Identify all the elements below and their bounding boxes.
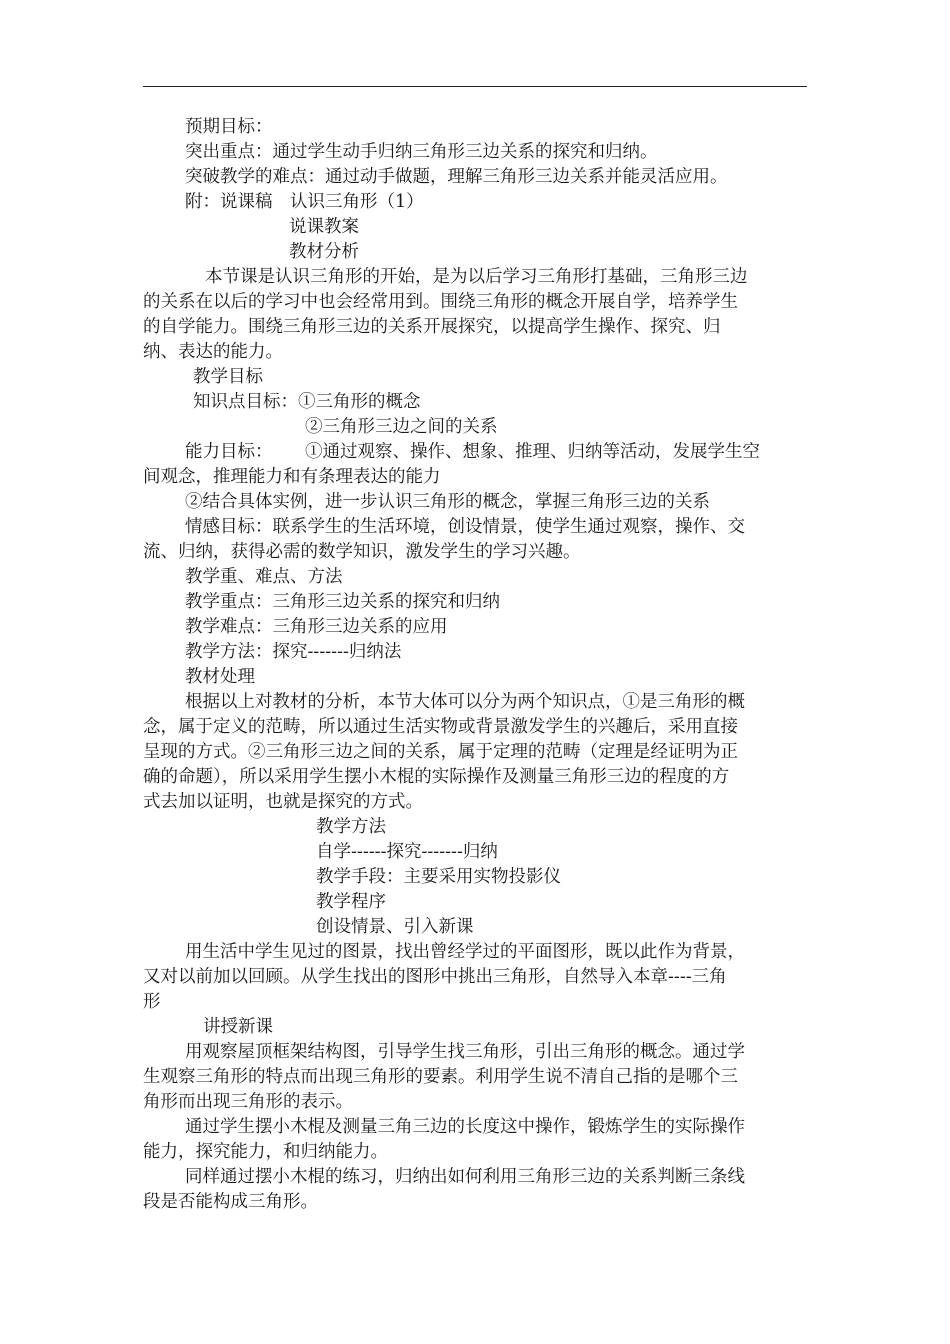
text-line: 教材分析	[289, 242, 359, 262]
text-line: 呈现的方式。②三角形三边之间的关系，属于定理的范畴（定理是经证明为正	[143, 742, 738, 762]
text-line: 说课教案	[289, 217, 359, 237]
text-line: 自学------探究-------归纳	[316, 842, 498, 862]
text-line: 教学方法	[316, 817, 386, 837]
text-line: 教学难点：三角形三边关系的应用	[185, 617, 448, 637]
text-line: 同样通过摆小木棍的练习，归纳出如何利用三角形三边的关系判断三条线	[185, 1167, 745, 1187]
text-line: 根据以上对教材的分析，本节大体可以分为两个知识点，①是三角形的概	[185, 692, 745, 712]
text-line: 创设情景、引入新课	[316, 917, 474, 937]
text-line: 角形而出现三角形的表示。	[143, 1092, 353, 1112]
text-line: 通过学生摆小木棍及测量三角三边的长度这中操作，锻炼学生的实际操作	[185, 1117, 745, 1137]
text-line: ②三角形三边之间的关系	[305, 417, 498, 437]
text-line: 情感目标：联系学生的生活环境，创设情景，使学生通过观察，操作、交	[185, 517, 745, 537]
text-line: 念，属于定义的范畴，所以通过生活实物或背景激发学生的兴趣后，采用直接	[143, 717, 738, 737]
text-line: 式去加以证明，也就是探究的方式。	[143, 792, 423, 812]
text-line: 纳、表达的能力。	[143, 342, 283, 362]
text-line: 教材处理	[185, 667, 255, 687]
header-rule	[143, 86, 807, 87]
text-line: 预期目标：	[185, 117, 273, 137]
text-line: 讲授新课	[203, 1017, 273, 1037]
text-line: 教学手段：主要采用实物投影仪	[316, 867, 561, 887]
text-line: 又对以前加以回顾。从学生找出的图形中挑出三角形，自然导入本章----三角	[143, 967, 727, 987]
text-line: 用生活中学生见过的图景，找出曾经学过的平面图形，既以此作为背景，	[185, 942, 745, 962]
text-line: 知识点目标：①三角形的概念	[193, 392, 421, 412]
text-line: 教学程序	[316, 892, 386, 912]
text-line: 段是否能构成三角形。	[143, 1192, 318, 1212]
text-line: 附：说课稿 认识三角形（1）	[185, 192, 424, 212]
text-line: ①通过观察、操作、想象、推理、归纳等活动，发展学生空	[305, 442, 760, 462]
text-line: 本节课是认识三角形的开始，是为以后学习三角形打基础，三角形三边	[205, 267, 748, 287]
text-line: 突破教学的难点：通过动手做题，理解三角形三边关系并能灵活应用。	[185, 167, 728, 187]
text-line: 突出重点：通过学生动手归纳三角形三边关系的探究和归纳。	[185, 142, 658, 162]
text-line: 能力目标：	[185, 442, 273, 462]
text-line: 教学重、难点、方法	[185, 567, 343, 587]
text-line: 教学方法：探究-------归纳法	[185, 642, 402, 662]
text-line: 间观念，推理能力和有条理表达的能力	[143, 467, 441, 487]
text-line: 确的命题），所以采用学生摆小木棍的实际操作及测量三角形三边的程度的方	[143, 767, 730, 787]
text-line: 用观察屋顶框架结构图，引导学生找三角形，引出三角形的概念。通过学	[185, 1042, 745, 1062]
text-line: 的关系在以后的学习中也会经常用到。围绕三角形的概念开展自学，培养学生	[143, 292, 738, 312]
text-line: 的自学能力。围绕三角形三边的关系开展探究，以提高学生操作、探究、归	[143, 317, 721, 337]
text-line: 教学目标	[193, 367, 263, 387]
text-line: 能力，探究能力，和归纳能力。	[143, 1142, 388, 1162]
text-line: ②结合具体实例，进一步认识三角形的概念，掌握三角形三边的关系	[185, 492, 710, 512]
text-line: 生观察三角形的特点而出现三角形的要素。利用学生说不清自己指的是哪个三	[143, 1067, 738, 1087]
text-line: 流、归纳，获得必需的数学知识，激发学生的学习兴趣。	[143, 542, 581, 562]
text-line: 教学重点：三角形三边关系的探究和归纳	[185, 592, 500, 612]
text-line: 形	[143, 992, 161, 1012]
